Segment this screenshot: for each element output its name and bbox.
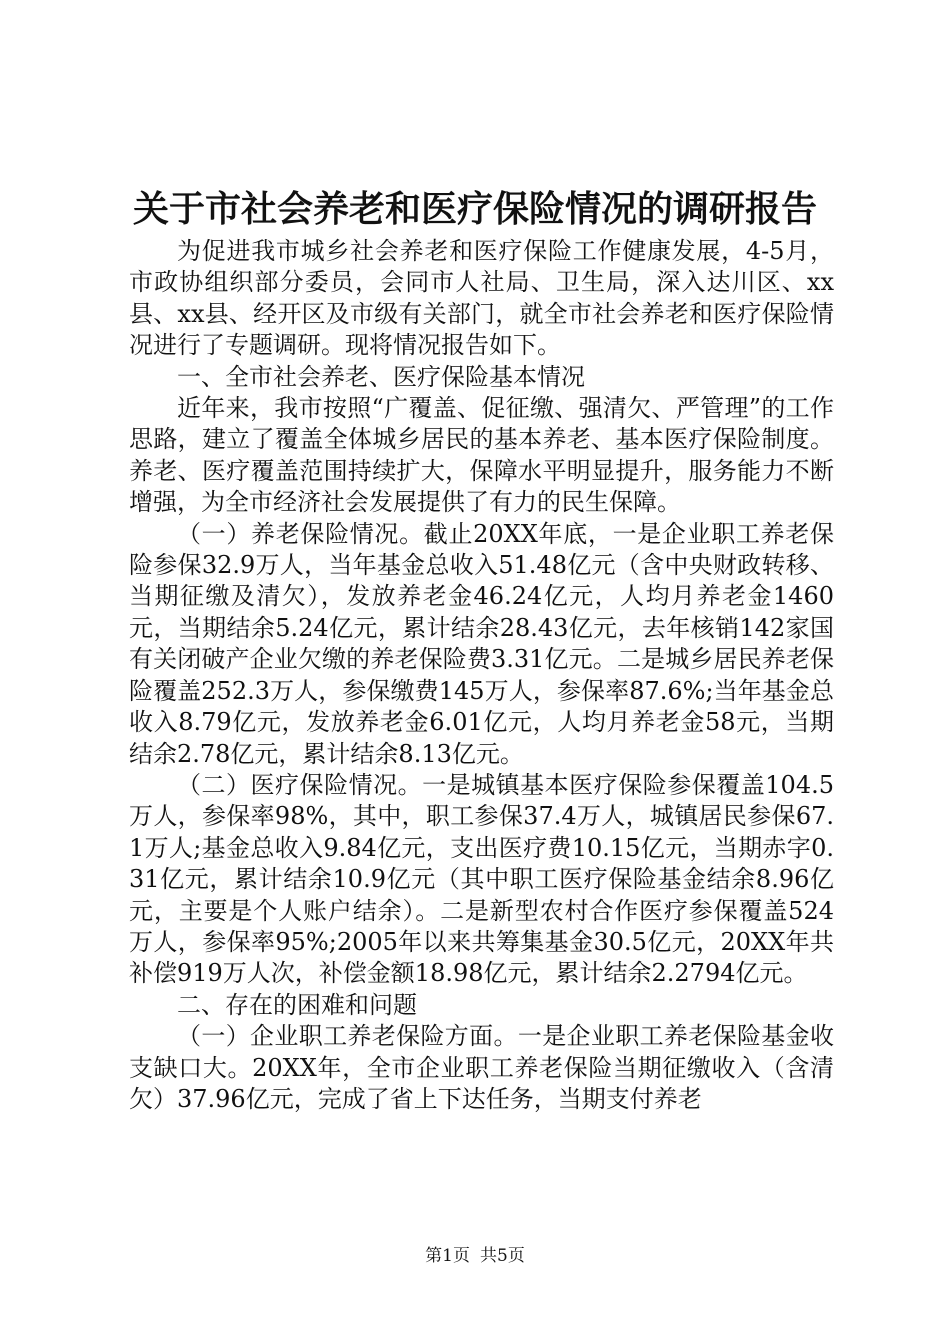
document-body [129, 236, 834, 1115]
page-total: 共5页 [480, 1246, 525, 1266]
section-heading-1: 一、全市社会养老、医疗保险基本情况 [177, 362, 585, 391]
overview-paragraph: 近年来，我市按照“广覆盖、促征缴、强清欠、严管理”的工作思路，建立了覆盖全体城乡居民的基本养老、基本医疗保险制度。养老、医疗覆盖范围持续扩大，保障水平明显提升，服务能力不断增强，为全市经济社会发展提供了有力的民生保障。 [129, 394, 834, 517]
pension-paragraph: （一）养老保险情况。截止20XX年底，一是企业职工养老保险参保32.9万人，当年基金总收入51.48亿元（含中央财政转移、当期征缴及清欠），发放养老金46.24亿元，人均月养老金1460元，当期结余5.24亿元，累计结余28.43亿元，去年核销142家国有关闭破产企业欠缴的养老保险费3.31亿元。二是城乡居民养老保险覆盖252.3万人，参保缴费145万人，参保率87.6%;当年基金总收入8.79亿元，发放养老金6.01亿元，人均月养老金58元，当期结余2.78亿元，累计结余8.13亿元。 [129, 519, 834, 768]
problems-paragraph: （一）企业职工养老保险方面。一是企业职工养老保险基金收支缺口大。20XX年，全市企业职工养老保险当期征缴收入（含清欠）37.96亿元，完成了省上下达任务，当期支付养老 [129, 1022, 834, 1113]
intro-paragraph: 为促进我市城乡社会养老和医疗保险工作健康发展，4-5月，市政协组织部分委员，会同市人社局、卫生局，深入达川区、xx县、xx县、经开区及市级有关部门，就全市社会养老和医疗保险情况进行了专题调研。现将情况报告如下。 [129, 237, 834, 360]
page-footer [0, 1245, 950, 1267]
page-number: 第1页 [425, 1246, 470, 1266]
document-title: 关于市社会养老和医疗保险情况的调研报告 [132, 188, 817, 230]
medical-paragraph: （二）医疗保险情况。一是城镇基本医疗保险参保覆盖104.5万人，参保率98%，其中，职工参保37.4万人，城镇居民参保67.1万人;基金总收入9.84亿元，支出医疗费10.15亿元，当期赤字0.31亿元，累计结余10.9亿元（其中职工医疗保险基金结余8.96亿元，主要是个人账户结余）。二是新型农村合作医疗参保覆盖524万人，参保率95%;2005年以来共筹集基金30.5亿元，20XX年共补偿919万人次，补偿金额18.98亿元，累计结余2.2794亿元。 [129, 770, 834, 988]
section-heading-2: 二、存在的困难和问题 [177, 990, 417, 1019]
